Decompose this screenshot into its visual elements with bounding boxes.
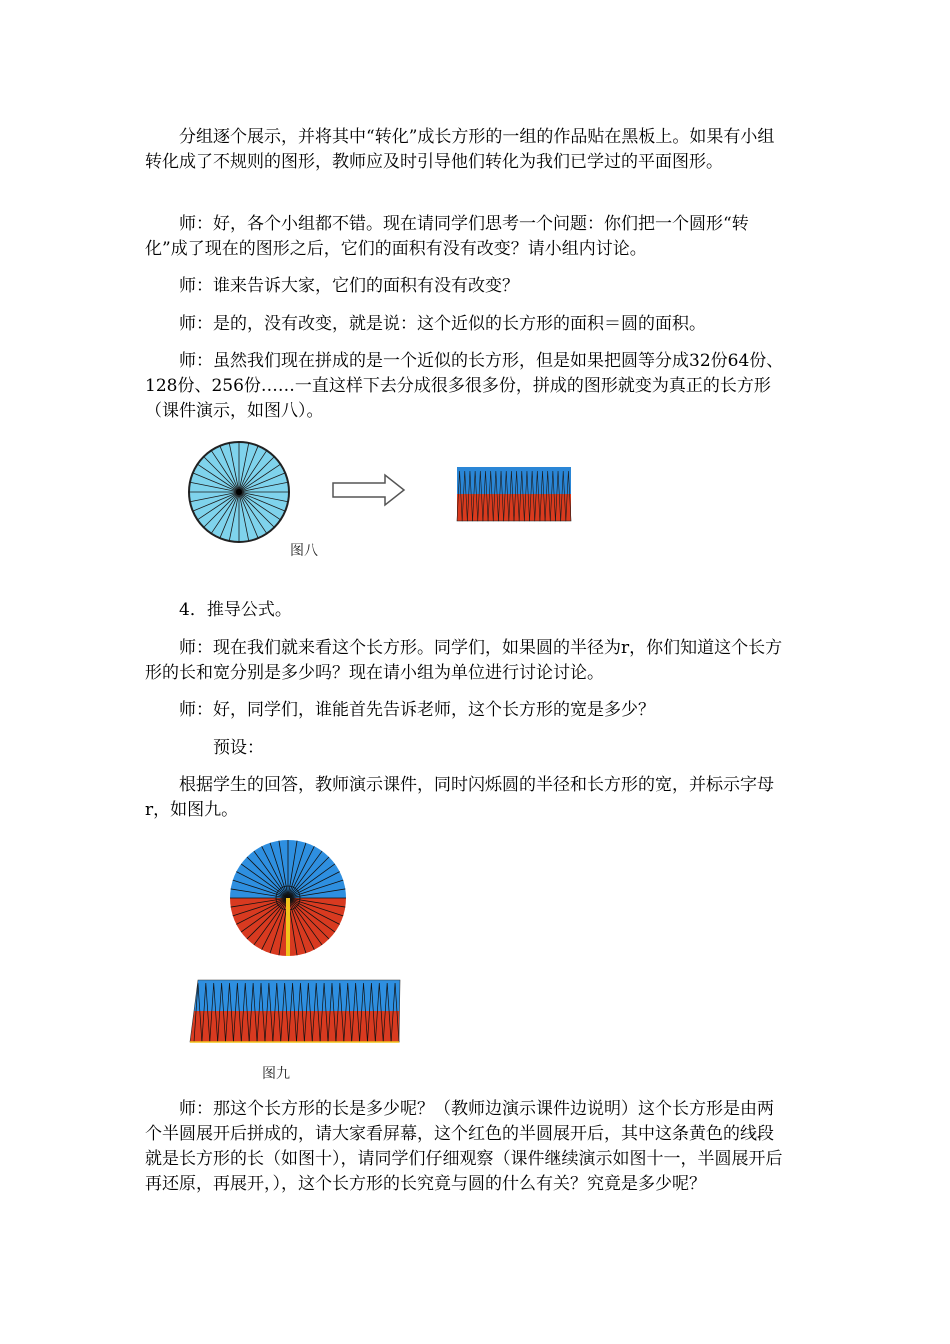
figure-9 bbox=[185, 835, 415, 1085]
paragraph-8: 预设： bbox=[213, 738, 264, 758]
figure-8 bbox=[180, 440, 600, 570]
paragraph-5: 师：虽然我们现在拼成的是一个近似的长方形，但是如果把圆等分成32份64份、128份、256份……一直这样下去分成很多很多份，拼成的图形就变为真正的长方形（课件演示，如图八）。 bbox=[145, 351, 784, 421]
shape-top bbox=[194, 980, 400, 1011]
paragraph-1: 分组逐个展示，并将其中“转化”成长方形的一组的作品贴在黑板上。如果有小组转化成了不规则的图形，教师应及时引导他们转化为我们已学过的平面图形。 bbox=[145, 127, 775, 172]
figure-9-drawing bbox=[185, 835, 415, 1055]
figure-8-caption: 图八 bbox=[290, 543, 318, 559]
paragraph-10: 师：那这个长方形的长是多少呢？（教师边演示课件边说明）这个长方形是由两个半圆展开后拼成的，请大家看屏幕，这个红色的半圆展开后，其中这条黄色的线段就是长方形的长（如图十），请同学们仔细观察（课件继续演示如图十一，半圆展开后再还原，再展开，），这个长方形的长究竟与圆的什么有关？究竟是多少呢？ bbox=[145, 1099, 783, 1194]
center-dot bbox=[236, 489, 242, 495]
figure-8-drawing bbox=[180, 440, 600, 570]
sector-circle bbox=[189, 442, 289, 542]
paragraph-3: 师：谁来告诉大家，它们的面积有没有改变？ bbox=[179, 276, 519, 296]
unrolled-parallelogram bbox=[190, 980, 400, 1042]
paragraph-4: 师：是的，没有改变，就是说：这个近似的长方形的面积＝圆的面积。 bbox=[179, 314, 706, 334]
right-arrow-icon bbox=[333, 475, 404, 505]
section-heading: 4．推导公式。 bbox=[179, 600, 292, 620]
paragraph-7: 师：好，同学们，谁能首先告诉老师，这个长方形的宽是多少？ bbox=[179, 700, 655, 720]
paragraph-9: 根据学生的回答，教师演示课件，同时闪烁圆的半径和长方形的宽，并标示字母r，如图九。 bbox=[145, 775, 774, 820]
figure-9-caption: 图九 bbox=[262, 1066, 290, 1082]
paragraph-2: 师：好，各个小组都不错。现在请同学们思考一个问题：你们把一个圆形“转化”成了现在的图形之后，它们的面积有没有改变？请小组内讨论。 bbox=[145, 214, 749, 259]
paragraph-6: 师：现在我们就来看这个长方形。同学们，如果圆的半径为r，你们知道这个长方形的长和宽分别是多少吗？现在请小组为单位进行讨论讨论。 bbox=[145, 638, 783, 683]
split-circle bbox=[230, 840, 346, 956]
unrolled-rectangle bbox=[457, 467, 571, 521]
